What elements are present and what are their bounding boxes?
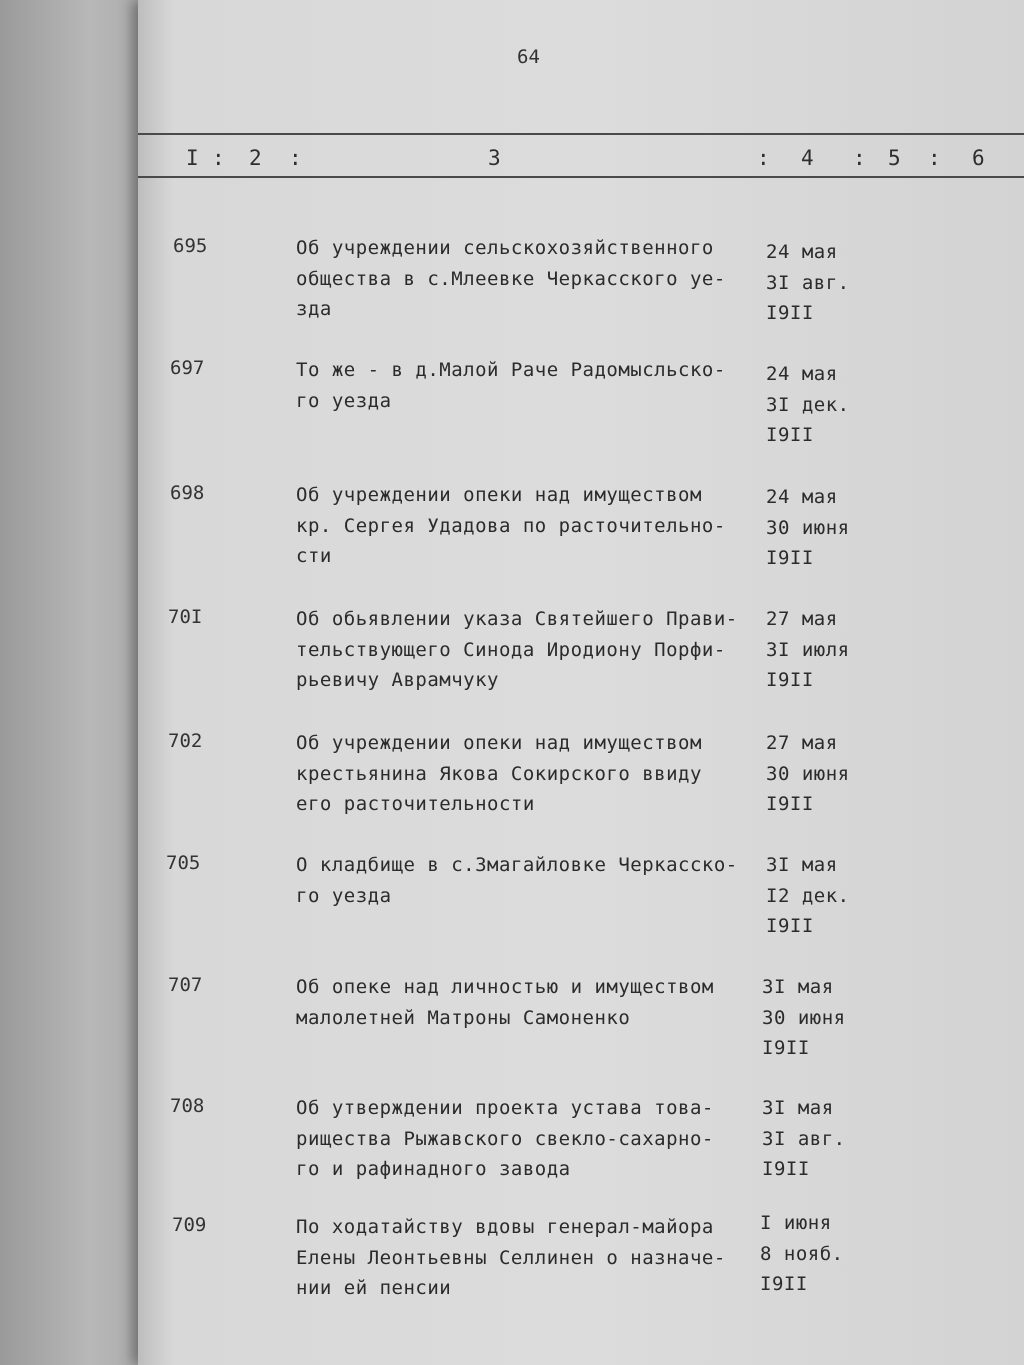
- record-dates: 27 мая 30 июня I9II: [766, 732, 850, 815]
- record-title: Об учреждении опеки над имуществом крестьянина Якова Сокирского ввиду его расточительности: [296, 732, 702, 815]
- page-number: 64: [517, 46, 540, 68]
- record-number: 697: [170, 357, 205, 379]
- facing-page-edge: [0, 0, 150, 1365]
- header-bottom-rule: [138, 176, 1024, 178]
- record-title: По ходатайству вдовы генерал-майора Елены Леонтьевны Селлинен о назначе- нии ей пенсии: [296, 1216, 726, 1299]
- record-dates: 3I мая 3I авг. I9II: [762, 1097, 846, 1180]
- record-title: То же - в д.Малой Раче Радомысльско- го уезда: [296, 359, 726, 412]
- col-separator: :: [757, 146, 770, 170]
- record-number: 705: [166, 852, 201, 874]
- header-top-rule: [138, 133, 1024, 135]
- col-separator: :: [289, 146, 302, 170]
- col-header-5: 5: [888, 146, 901, 170]
- col-header-3: 3: [488, 146, 501, 170]
- record-dates: 24 мая 3I дек. I9II: [766, 363, 850, 446]
- record-dates: 3I мая 30 июня I9II: [762, 976, 846, 1059]
- record-title: Об учреждении опеки над имуществом кр. Сергея Удадова по расточительно- сти: [296, 484, 726, 567]
- record-dates: 24 мая 3I авг. I9II: [766, 241, 850, 324]
- record-number: 708: [170, 1095, 205, 1117]
- col-header-6: 6: [972, 146, 985, 170]
- record-dates: I июня 8 нояб. I9II: [760, 1212, 844, 1295]
- record-number: 698: [170, 482, 205, 504]
- record-dates: 27 мая 3I июля I9II: [766, 608, 850, 691]
- record-number: 709: [172, 1214, 207, 1236]
- record-title: О кладбище в с.Змагайловке Черкасско- го уезда: [296, 854, 738, 907]
- col-header-2: 2: [249, 146, 262, 170]
- record-title: Об утверждении проекта устава това- рищества Рыжавского свекло-сахарно- го и рафинадного завода: [296, 1097, 714, 1180]
- col-separator: :: [928, 146, 941, 170]
- record-number: 702: [168, 730, 203, 752]
- col-header-4: 4: [801, 146, 814, 170]
- col-header-1: I: [186, 146, 199, 170]
- record-dates: 3I мая I2 дек. I9II: [766, 854, 850, 937]
- record-number: 707: [168, 974, 203, 996]
- record-title: Об учреждении сельскохозяйственного общества в с.Млеевке Черкасского уе- зда: [296, 237, 726, 320]
- col-separator: :: [212, 146, 225, 170]
- record-title: Об опеке над личностью и имуществом малолетней Матроны Самоненко: [296, 976, 714, 1029]
- col-separator: :: [853, 146, 866, 170]
- record-number: 695: [173, 235, 208, 257]
- record-number: 70I: [168, 606, 203, 628]
- record-title: Об обьявлении указа Святейшего Прави- тельствующего Синода Иродиону Порфи- рьевичу Аврамчуку: [296, 608, 738, 691]
- record-dates: 24 мая 30 июня I9II: [766, 486, 850, 569]
